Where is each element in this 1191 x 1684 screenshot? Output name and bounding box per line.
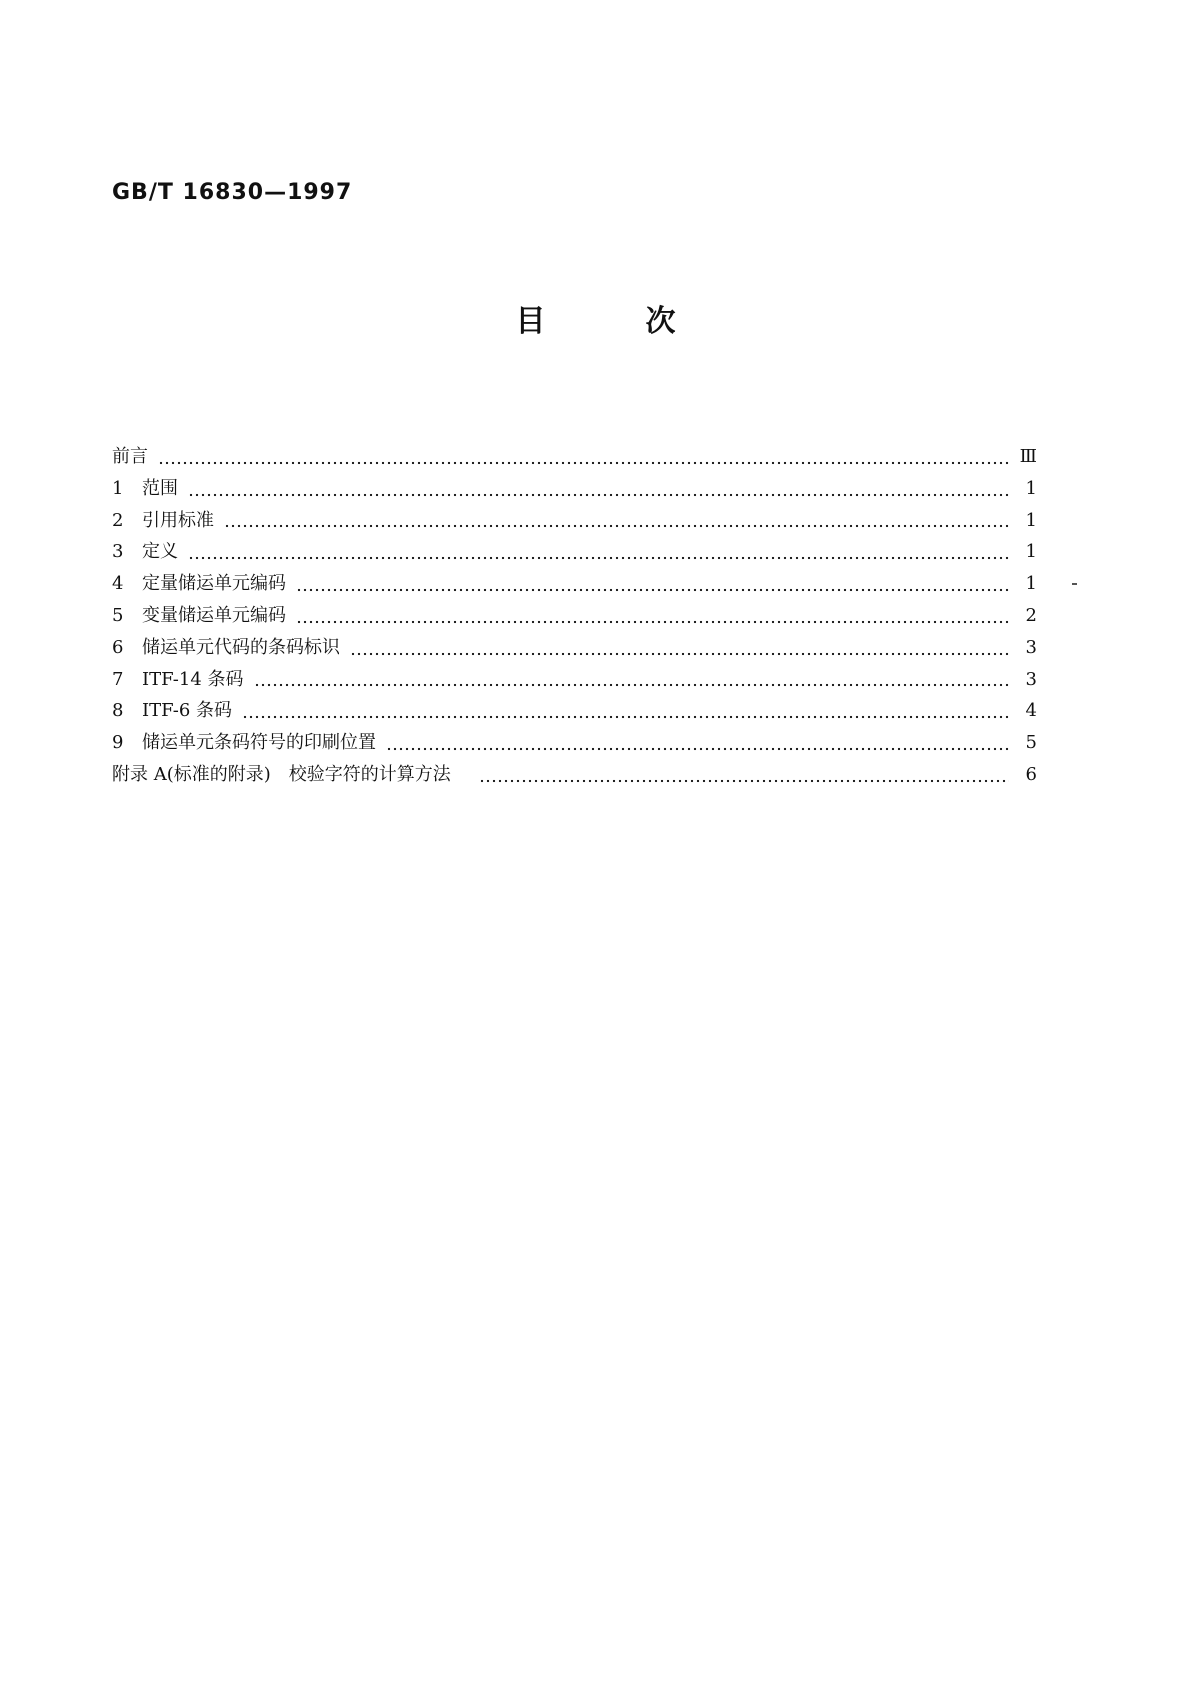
title-char-2: 次	[645, 304, 676, 339]
toc-page-number: 3	[1025, 636, 1037, 658]
toc-leader-dots	[188, 493, 1009, 497]
toc-leader-dots	[479, 779, 1009, 783]
toc-entry-1[interactable]	[112, 474, 1037, 506]
toc-label: 范围	[142, 477, 178, 499]
toc-leader-dots	[224, 524, 1009, 528]
toc-entry-9[interactable]	[112, 728, 1037, 760]
toc-page-number: 1	[1025, 477, 1037, 499]
toc-entry-5[interactable]	[112, 601, 1037, 633]
toc-entry-3[interactable]	[112, 537, 1037, 569]
standard-code: GB/T 16830—1997	[112, 180, 353, 205]
toc-leader-dots	[296, 588, 1009, 592]
toc-leader-dots	[296, 620, 1009, 624]
toc-section-number: 4	[112, 573, 124, 595]
toc-label: 变量储运单元编码	[142, 604, 286, 626]
toc-section-number: 3	[112, 541, 124, 563]
toc-label: 引用标准	[142, 509, 214, 531]
toc-page-number: 1	[1025, 573, 1037, 595]
toc-entry-6[interactable]	[112, 633, 1037, 665]
toc-section-number: 7	[112, 668, 124, 690]
toc-entry-preface[interactable]	[112, 442, 1037, 474]
toc-label: 储运单元代码的条码标识	[142, 636, 340, 658]
title-char-1: 目	[515, 304, 546, 339]
toc-section-number: 6	[112, 636, 124, 658]
toc-entry-appendix-a[interactable]	[112, 760, 1037, 792]
toc-leader-dots	[242, 715, 1009, 719]
toc-page-number: 1	[1025, 509, 1037, 531]
toc-label: ITF-14 条码	[142, 668, 244, 690]
toc-section-number: 5	[112, 604, 124, 626]
toc-section-number: 1	[112, 477, 124, 499]
toc-page-number: 3	[1025, 668, 1037, 690]
toc-leader-dots	[188, 556, 1009, 560]
toc-section-number: 8	[112, 700, 124, 722]
toc-page-number: Ⅲ	[1019, 446, 1037, 467]
toc-leader-dots	[158, 461, 1009, 465]
toc-label: 定义	[142, 541, 178, 563]
toc-entry-4[interactable]	[112, 569, 1037, 601]
toc-section-number: 2	[112, 509, 124, 531]
toc-entry-8[interactable]	[112, 696, 1037, 728]
scan-speck	[1072, 583, 1077, 585]
toc-leader-dots	[254, 683, 1009, 687]
toc-leader-dots	[350, 652, 1009, 656]
toc-entry-7[interactable]	[112, 665, 1037, 697]
toc-entry-2[interactable]	[112, 506, 1037, 538]
page-title	[0, 302, 1191, 342]
toc-section-number: 9	[112, 732, 124, 754]
toc-page-number: 1	[1025, 541, 1037, 563]
table-of-contents	[112, 442, 1037, 792]
toc-page-number: 2	[1025, 604, 1037, 626]
toc-label: 附录 A(标准的附录) 校验字符的计算方法	[112, 763, 451, 785]
toc-label: 储运单元条码符号的印刷位置	[142, 732, 376, 754]
toc-label: 定量储运单元编码	[142, 573, 286, 595]
toc-page-number: 6	[1025, 763, 1037, 785]
toc-page-number: 4	[1025, 700, 1037, 722]
toc-page-number: 5	[1025, 732, 1037, 754]
toc-label: ITF-6 条码	[142, 700, 233, 722]
toc-label: 前言	[112, 446, 148, 467]
toc-leader-dots	[386, 747, 1009, 751]
